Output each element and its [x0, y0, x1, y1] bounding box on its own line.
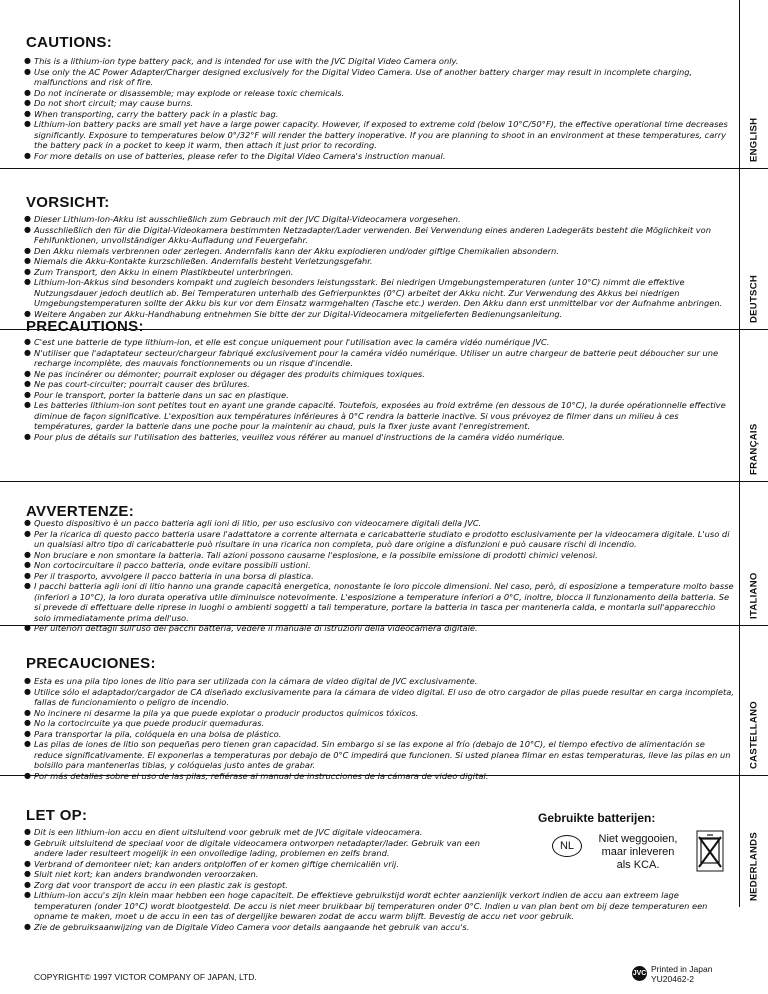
bullet-icon: ● [24, 770, 31, 780]
list-item: ● Do not short circuit; may cause burns. [24, 98, 194, 108]
bullet-icon: ● [24, 368, 31, 378]
bullet-icon: ● [24, 266, 31, 276]
list-item: ● Lithium-ion accu's zijn klein maar hebben een hoge capaciteit. De effektieve gebruikstijd wordt echter aanzienlijk verkort indien de accu aan extreem lage temperaturen (onder 10°C) wordt blootgesteld. De accu is niet meer bruikbaar bij temperaturen onder 0°C. Indien u van plan bent om bij deze temperaturen een opname te maken, moet u de accu in een tas of dergelijke bewaren zodat de accu warm blijft. Bevestig de accu net voor gebruik. [24, 890, 708, 921]
bullet-icon: ● [24, 549, 31, 559]
list-item: ● Las pilas de iones de litio son pequeñas pero tienen gran capacidad. Sin embargo si se las expone al frío (debajo de 10°C), el tiempo efectivo de alimentación se reduce significativamente. El exponerlas a temperaturas por debajo de 0°C impedirá que funcionen. Si usted planea filmar en estas temperaturas, lleve las pilas en un bolsillo para mantenerlas tibias, y colóquelas justo antes de grabar. [24, 739, 731, 770]
list-item: ● Den Akku niemals verbrennen oder zerlegen. Andernfalls kann der Akku explodieren und/oder giftige Chemikalien absondern. [24, 245, 559, 256]
list-item: ● Non bruciare e non smontare la batteria. Tali azioni possono causarne l'esplosione, e la possibile emissione di prodotti chimici velenosi. [24, 549, 598, 560]
list-item: ● C'est une batterie de type lithium-ion, et elle est conçue uniquement pour l'utilisation avec la caméra vidéo numérique JVC. [24, 337, 550, 347]
print-info [632, 964, 732, 986]
bullet-icon: ● [24, 676, 31, 685]
side-label: CASTELLANO [748, 701, 760, 769]
list-item: ● For more details on use of batteries, please refer to the Digital Video Camera's instruction manual. [24, 150, 446, 161]
bullet-icon: ● [24, 879, 31, 889]
list-item: ● Per la ricarica di questo pacco batteria usare l'adattatore a corrente alternata e caricabatterie studiato e prodotto esclusivamente per la videocamera digitale. L'uso di un qualsiasi altro tipo di caricabatterie può risultare in una ricarica non completa, può dare origine a disfunzioni e può causare rischi di incendio. [24, 528, 730, 549]
bullet-icon: ● [24, 431, 31, 441]
bullet-icon: ● [24, 119, 31, 128]
bullet-icon: ● [24, 623, 31, 632]
list-item: ● Non cortocircuitare il pacco batteria, onde evitare possibili ustioni. [24, 560, 311, 570]
list-item: ● Niemals die Akku-Kontakte kurzschließen. Andernfalls besteht Verletzungsgefahr. [24, 256, 373, 266]
list-item: ● Les batteries lithium-ion sont petites tout en ayant une grande capacité. Toutefois, exposées au froid extrême (en dessous de 10°C), la durée opérationnelle effective diminue de façon significative. L'exposition aux températures inférieures à 0°C rendra la batterie inactive. Si vous prévoyez de filmer dans un milieu à ces températures, garder la batterie dans une poche pour la maintenir au chaud, puis la fixer juste avant l'enregistrement. [24, 400, 726, 431]
bullet-icon: ● [24, 560, 31, 569]
bullet-icon: ● [24, 581, 31, 590]
bullet-icon: ● [24, 108, 31, 118]
section-nederlands [0, 775, 768, 994]
list-item: ● This is a lithium-ion type battery pack, and is intended for use with the JVC Digital Video Camera only. [24, 56, 459, 66]
list-item: ● Por más detalles sobre el uso de las pilas, refiérase al manual de instrucciones de la cámara de video digital. [24, 770, 489, 781]
list-item: ● Per ulteriori dettagli sull'uso dei pacchi batteria, vedere il manuale di istruzioni della videocamera digitale. [24, 623, 478, 633]
bullet-icon: ● [24, 337, 31, 346]
list-item: ● When transporting, carry the battery pack in a plastic bag. [24, 108, 279, 119]
section-italiano [0, 481, 768, 633]
bullet-icon: ● [24, 728, 31, 738]
caution-list [24, 518, 734, 634]
printed-in: Printed in Japan [651, 964, 713, 974]
list-item: ● N'utiliser que l'adaptateur secteur/chargeur fabriqué exclusivement pour la caméra vidéo numérique. Utiliser un autre chargeur de batterie peut déboucher sur une recharge incomplète, des mauvais fonctionnements ou un risque d'incendie. [24, 347, 719, 368]
side-label: ITALIANO [748, 572, 760, 619]
bullet-icon: ● [24, 890, 31, 899]
side-label-tab [739, 329, 768, 481]
bullet-icon: ● [24, 389, 31, 399]
bullet-icon: ● [24, 528, 31, 538]
bullet-icon: ● [24, 150, 31, 160]
section-heading: LET OP: [26, 807, 88, 824]
section-heading: PRECAUCIONES: [26, 655, 156, 672]
bullet-icon: ● [24, 347, 31, 357]
bullet-icon: ● [24, 570, 31, 580]
copyright: COPYRIGHT© 1997 VICTOR COMPANY OF JAPAN, LTD. [34, 972, 257, 982]
bullet-icon: ● [24, 256, 31, 265]
side-label: ENGLISH [748, 117, 760, 162]
caution-list [24, 337, 734, 442]
list-item: ● Questo dispositivo è un pacco batteria agli ioni di litio, per uso esclusivo con videocamere digitali della JVC. [24, 518, 482, 528]
bullet-icon: ● [24, 869, 31, 878]
list-item: ● Dieser Lithium-Ion-Akku ist ausschließlich zum Gebrauch mit der JVC Digital-Videocamera vorgesehen. [24, 214, 461, 224]
section-english [0, 0, 768, 168]
side-label: DEUTSCH [748, 274, 760, 323]
section-castellano [0, 625, 768, 781]
bullet-icon: ● [24, 245, 31, 255]
list-item: ● Lithium-ion battery packs are small yet have a large power capacity. However, if exposed to extreme cold (below 10°C/50°F), the effective operational time decreases significantly. Exposure to temperatures below 0°/32°F will render the battery inoperative. If you are planning to shoot in an environment at these temperatures, carry the battery pack in a pocket to keep it warm, then attach it just prior to recording. [24, 119, 728, 150]
list-item: ● Verbrand of demonteer niet; kan anders ontploffen of er komen giftige chemicaliën vrij. [24, 858, 399, 869]
list-item: ● Lithium-Ion-Akkus sind besonders kompakt und zugleich besonders leistungsstark. Bei niedrigen Umgebungstemperaturen (unter 10°C) nimmt die effektive Nutzungsdauer jedoch deutlich ab. Bei Temperaturen unterhalb des Gefrierpunktes (0°C) arbeitet der Akku nicht. Zur Verwendung des Akkus bei niedrigen Umgebungstemperaturen sollte der Akku bis kur vor dem Einsatz warmgehalten (Tasche etc.) werden. Den Akku dann erst unmittelbar vor der Aufnahme anbringen. [24, 277, 723, 308]
bullet-icon: ● [24, 718, 31, 727]
bullet-icon: ● [24, 379, 31, 388]
list-item: ● Esta es una pila tipo iones de litio para ser utilizada con la cámara de video digital de JVC exclusivamente. [24, 676, 478, 686]
nl-badge: NL [552, 835, 582, 857]
bullet-icon: ● [24, 224, 31, 234]
list-item: ● No la cortocircuite ya que puede producir quemaduras. [24, 718, 265, 728]
list-item: ● Para transportar la pila, colóquela en una bolsa de plástico. [24, 728, 282, 739]
bullet-icon: ● [24, 827, 31, 836]
list-item: ● Ne pas court-circuiter; pourrait causer des brûlures. [24, 379, 250, 389]
side-label: FRANÇAIS [748, 423, 760, 475]
bullet-icon: ● [24, 308, 31, 318]
bullet-icon: ● [24, 686, 31, 696]
used-batteries-title: Gebruikte batterijen: [538, 811, 656, 825]
list-item: ● No incinere ni desarme la pila ya que puede explotar o producir productos químicos tóxicos. [24, 707, 419, 718]
bullet-icon: ● [24, 56, 31, 65]
caution-list [24, 214, 734, 319]
list-item: ● Ne pas incinérer ou démonter; pourrait exploser ou dégager des produits chimiques toxiques. [24, 368, 425, 379]
list-item: ● Zum Transport, den Akku in einem Plastikbeutel unterbringen. [24, 266, 294, 277]
section-francais [0, 318, 768, 481]
bullet-icon: ● [24, 277, 31, 286]
battery-disposal-text: Niet weggooien, maar inleveren als KCA. [598, 833, 678, 871]
list-item: ● Pour plus de détails sur l'utilisation des batteries, veuillez vous référer au manuel d'instructions de la caméra vidéo numérique. [24, 431, 565, 442]
caution-list [24, 56, 734, 161]
side-label-tab [739, 0, 768, 168]
list-item: ● Dit is een lithium-ion accu en dient uitsluitend voor gebruik met de JVC digitale videocamera. [24, 827, 423, 837]
bullet-icon: ● [24, 707, 31, 717]
side-label: NEDERLANDS [748, 832, 760, 901]
document-code: YU20462-2 [651, 974, 695, 984]
section-deutsch [0, 168, 768, 329]
list-item: ● Use only the AC Power Adapter/Charger designed exclusively for the Digital Video Camera. Use of another battery charger may result in incomplete charging, malfunctions and risk of fire. [24, 66, 693, 87]
section-heading: PRECAUTIONS: [26, 318, 144, 335]
list-item: ● Gebruik uitsluitend de speciaal voor de digitale videocamera ontworpen netadapter/lader. Gebruik van een andere lader resulteert mogelijk in een onvolledige lading, problemen en zelfs brand. [24, 837, 480, 858]
bullet-icon: ● [24, 66, 31, 76]
bullet-icon: ● [24, 921, 31, 931]
list-item: ● Sluit niet kort; kan anders brandwonden veroorzaken. [24, 869, 259, 879]
side-label-tab [739, 775, 768, 907]
list-item: ● I pacchi batteria agli ioni di litio hanno una grande capacità energetica, nonostante le loro piccole dimensioni. Nel caso, però, di esposizione a temperature molto basse (inferiori a 10°C), la loro durata operativa utile diminuisce notevolmente. L'esposizione a temperature inferiori a 0°C, inoltre, blocca il funzionamento della batteria. Se si prevede di effettuare delle riprese in luoghi o ambienti soggetti a tali temperature, portare la batteria in tasca per mantenerla calda, e montarla sull'apparecchio solo immediatamente prima dell'uso. [24, 581, 734, 623]
list-item: ● Weitere Angaben zur Akku-Handhabung entnehmen Sie bitte der zur Digital-Videocamera mitgelieferten Bedienungsanleitung. [24, 308, 563, 319]
bullet-icon: ● [24, 98, 31, 107]
section-heading: VORSICHT: [26, 194, 110, 211]
section-heading: AVVERTENZE: [26, 503, 135, 520]
bullet-icon: ● [24, 837, 31, 847]
list-item: ● Do not incinerate or disassemble; may explode or release toxic chemicals. [24, 87, 345, 98]
side-label-tab [739, 481, 768, 625]
section-heading: CAUTIONS: [26, 34, 113, 51]
jvc-logo: JVC [632, 966, 647, 981]
bullet-icon: ● [24, 739, 31, 748]
bullet-icon: ● [24, 87, 31, 97]
list-item: ● Zorg dat voor transport de accu in een plastic zak is gestopt. [24, 879, 288, 890]
side-label-tab [739, 625, 768, 775]
crossed-bin-icon [692, 829, 728, 873]
list-item: ● Per il trasporto, avvolgere il pacco batteria in una borsa di plastica. [24, 570, 314, 581]
bullet-icon: ● [24, 518, 31, 527]
list-item: ● Ausschließlich den für die Digital-Videokamera bestimmten Netzadapter/Lader verwenden. Bei Verwendung eines anderen Ladegeräts besteht die Möglichkeit von Fehlfunktionen, unvollständiger Akku-Aufladung und Feuergefahr. [24, 224, 711, 245]
list-item: ● Pour le transport, porter la batterie dans un sac en plastique. [24, 389, 289, 400]
side-label-tab [739, 168, 768, 329]
bullet-icon: ● [24, 214, 31, 223]
bullet-icon: ● [24, 400, 31, 409]
bullet-icon: ● [24, 858, 31, 868]
list-item: ● Utilice sólo el adaptador/cargador de CA diseñado exclusivamente para la cámara de video digital. El uso de otro cargador de pilas puede resultar en carga incompleta, fallas de funcionamiento o peligro de incendio. [24, 686, 734, 707]
caution-list [24, 676, 734, 781]
list-item: ● Zie de gebruiksaanwijzing van de Digitale Video Camera voor details aangaande het gebruik van accu's. [24, 921, 470, 932]
